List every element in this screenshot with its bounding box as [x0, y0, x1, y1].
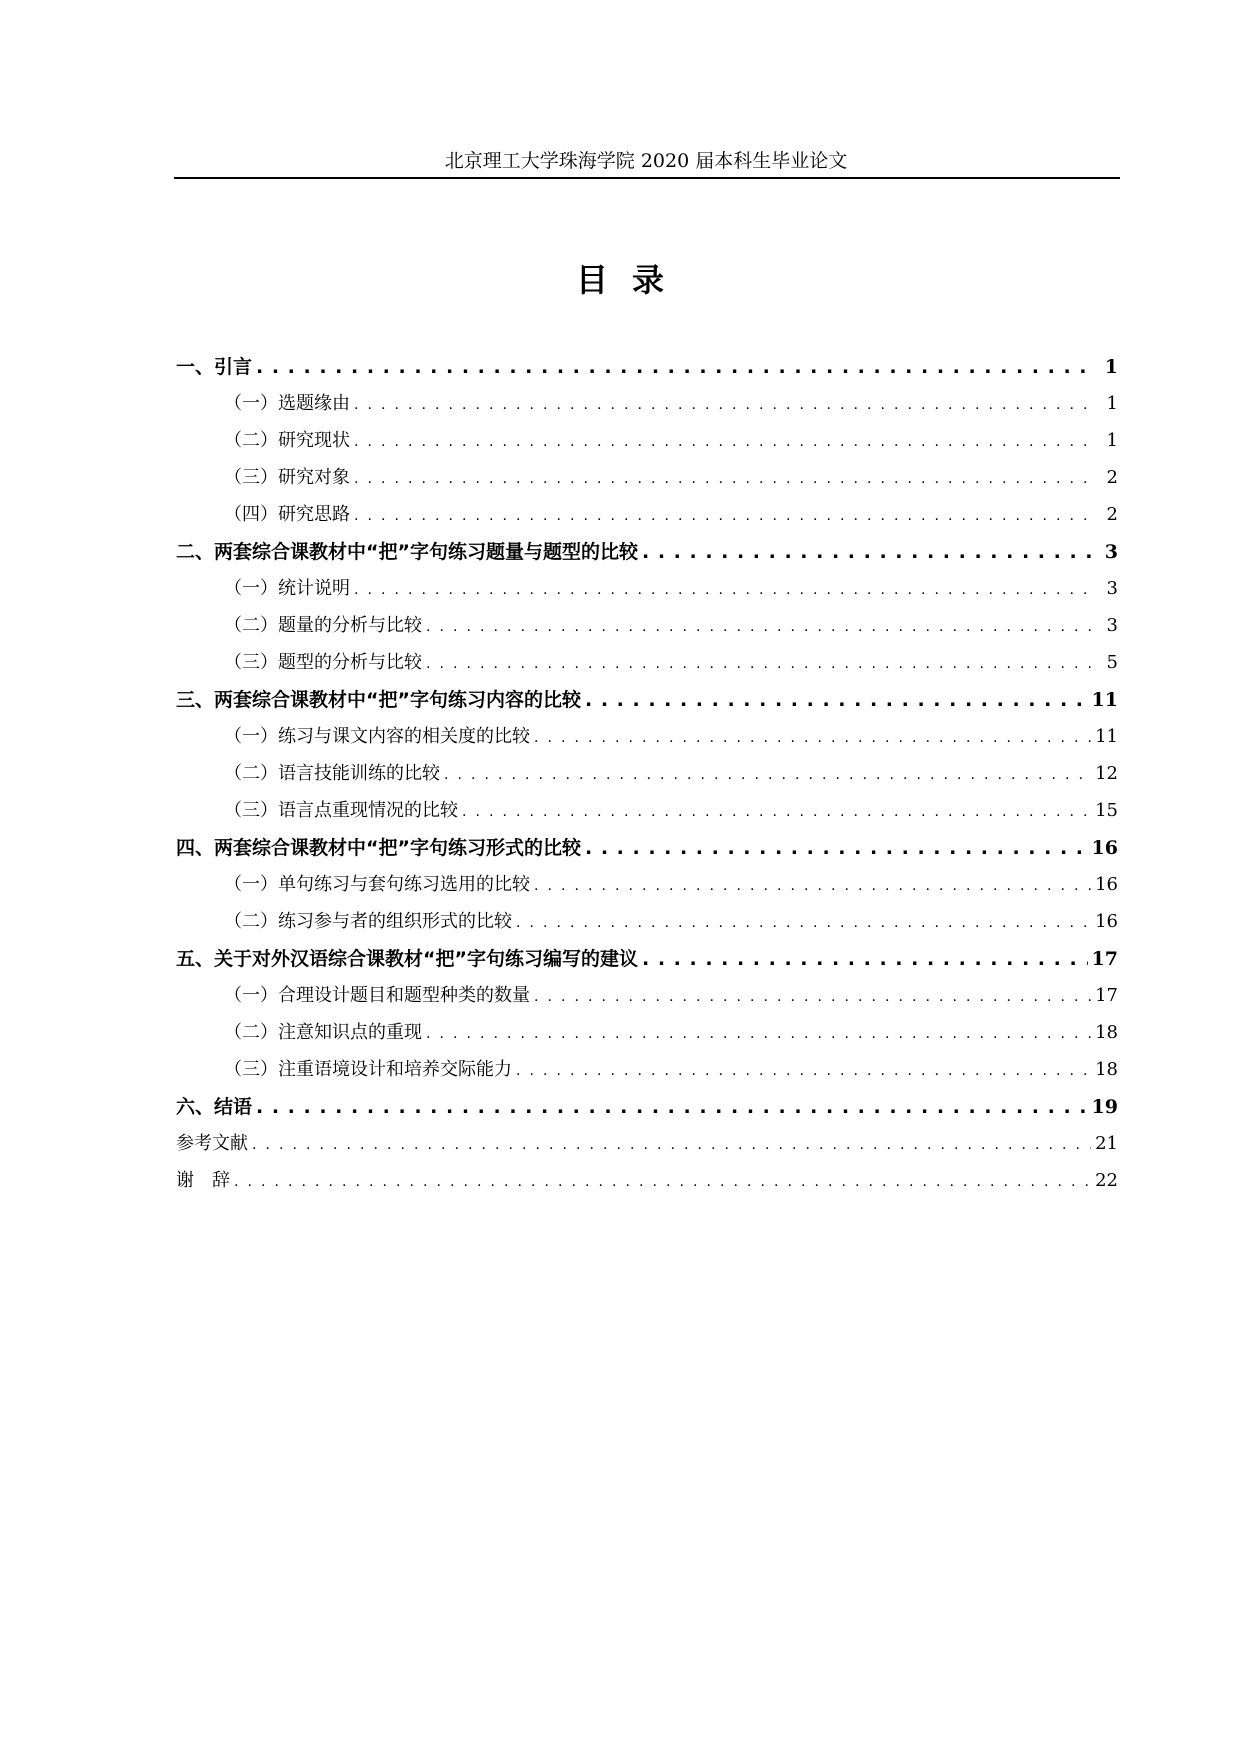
- toc-entry[interactable]: [176, 389, 1118, 419]
- dot-leader: [642, 541, 1094, 563]
- toc-entry-label: （二）注意知识点的重现: [224, 1022, 422, 1043]
- dot-leader: [642, 948, 1088, 970]
- toc-entry-page: 17: [1091, 948, 1118, 970]
- toc-entry-label: 六、结语: [176, 1096, 253, 1118]
- toc-entry-label: 二、两套综合课教材中“把”字句练习题量与题型的比较: [176, 541, 638, 563]
- dot-leader: [585, 837, 1088, 859]
- toc-entry[interactable]: [176, 1166, 1118, 1196]
- toc-entry[interactable]: [176, 833, 1118, 863]
- dot-leader: [256, 1096, 1088, 1118]
- dot-leader: [462, 804, 1091, 820]
- toc-entry-page: 21: [1095, 1133, 1118, 1154]
- page-title: 目录: [575, 261, 688, 299]
- dot-leader: [252, 1137, 1091, 1153]
- toc-entry-page: 16: [1091, 837, 1118, 859]
- toc-entry[interactable]: [176, 870, 1118, 900]
- dot-leader: [444, 767, 1091, 783]
- toc-entry[interactable]: [176, 907, 1118, 937]
- toc-entry[interactable]: [176, 722, 1118, 752]
- dot-leader: [426, 1026, 1091, 1042]
- header-rule: [174, 177, 1120, 179]
- toc-entry[interactable]: [176, 648, 1118, 678]
- toc-entry-label: （二）练习参与者的组织形式的比较: [224, 911, 512, 932]
- toc-entry-label: （三）题型的分析与比较: [224, 652, 422, 673]
- toc-entry-page: 11: [1091, 689, 1118, 711]
- toc-entry-label: 谢 辞: [176, 1170, 230, 1191]
- toc-entry[interactable]: [176, 796, 1118, 826]
- dot-leader: [534, 730, 1091, 746]
- dot-leader: [256, 356, 1094, 378]
- dot-leader: [354, 471, 1094, 487]
- toc-entry[interactable]: [176, 426, 1118, 456]
- dot-leader: [585, 689, 1088, 711]
- toc-entry-label: （一）统计说明: [224, 578, 350, 599]
- toc-entry-page: 1: [1106, 430, 1118, 451]
- toc-entry-page: 2: [1106, 504, 1118, 525]
- toc-entry[interactable]: [176, 1055, 1118, 1085]
- toc-entry-page: 11: [1095, 726, 1118, 747]
- toc-entry-label: 四、两套综合课教材中“把”字句练习形式的比较: [176, 837, 581, 859]
- toc-entry[interactable]: [176, 500, 1118, 530]
- toc-entry-label: （一）单句练习与套句练习选用的比较: [224, 874, 530, 895]
- toc-entry-label: 一、引言: [176, 356, 253, 378]
- toc-entry[interactable]: [176, 759, 1118, 789]
- toc-entry-page: 2: [1106, 467, 1118, 488]
- toc-entry-label: （三）语言点重现情况的比较: [224, 800, 458, 821]
- dot-leader: [354, 434, 1094, 450]
- toc-entry-page: 22: [1095, 1170, 1118, 1191]
- toc-entry-page: 16: [1095, 874, 1118, 895]
- toc-entry-label: 三、两套综合课教材中“把”字句练习内容的比较: [176, 689, 581, 711]
- toc-entry[interactable]: [176, 944, 1118, 974]
- dot-leader: [354, 582, 1094, 598]
- toc-entry-label: （一）选题缘由: [224, 393, 350, 414]
- toc-entry-page: 19: [1091, 1096, 1118, 1118]
- toc-entry-label: 五、关于对外汉语综合课教材“把”字句练习编写的建议: [176, 948, 638, 970]
- dot-leader: [534, 989, 1091, 1005]
- toc-entry-page: 1: [1104, 356, 1118, 378]
- dot-leader: [516, 1063, 1091, 1079]
- toc-entry[interactable]: [176, 574, 1118, 604]
- toc-entry-label: （三）注重语境设计和培养交际能力: [224, 1059, 512, 1080]
- toc-entry[interactable]: [176, 463, 1118, 493]
- toc-entry[interactable]: [176, 611, 1118, 641]
- dot-leader: [354, 397, 1094, 413]
- toc-entry-label: （三）研究对象: [224, 467, 350, 488]
- toc-entry-page: 17: [1095, 985, 1118, 1006]
- dot-leader: [516, 915, 1091, 931]
- toc-entry-page: 1: [1106, 393, 1118, 414]
- toc-entry[interactable]: [176, 1129, 1118, 1159]
- dot-leader: [534, 878, 1091, 894]
- toc-entry[interactable]: [176, 685, 1118, 715]
- toc-entry-page: 3: [1106, 615, 1118, 636]
- toc-entry[interactable]: [176, 981, 1118, 1011]
- toc-entry-page: 16: [1095, 911, 1118, 932]
- toc-entry-label: （一）合理设计题目和题型种类的数量: [224, 985, 530, 1006]
- dot-leader: [426, 656, 1094, 672]
- toc-entry-page: 3: [1104, 541, 1118, 563]
- toc-entry[interactable]: [176, 537, 1118, 567]
- toc-entry[interactable]: [176, 1092, 1118, 1122]
- toc-entry-label: （二）研究现状: [224, 430, 350, 451]
- toc-entry-page: 18: [1095, 1059, 1118, 1080]
- toc-entry[interactable]: [176, 1018, 1118, 1048]
- toc-entry-label: （二）题量的分析与比较: [224, 615, 422, 636]
- dot-leader: [234, 1174, 1091, 1190]
- toc-entry-page: 5: [1106, 652, 1118, 673]
- dot-leader: [354, 508, 1094, 524]
- toc-entry-page: 12: [1095, 763, 1118, 784]
- toc-entry-label: （四）研究思路: [224, 504, 350, 525]
- toc-entry-label: （一）练习与课文内容的相关度的比较: [224, 726, 530, 747]
- toc-entry-label: （二）语言技能训练的比较: [224, 763, 440, 784]
- toc-entry-page: 15: [1095, 800, 1118, 821]
- running-header: 北京理工大学珠海学院 2020 届本科生毕业论文: [444, 150, 848, 172]
- toc-entry-page: 3: [1106, 578, 1118, 599]
- toc-entry-label: 参考文献: [176, 1133, 248, 1154]
- dot-leader: [426, 619, 1094, 635]
- toc-entry-page: 18: [1095, 1022, 1118, 1043]
- toc-entry[interactable]: [176, 352, 1118, 382]
